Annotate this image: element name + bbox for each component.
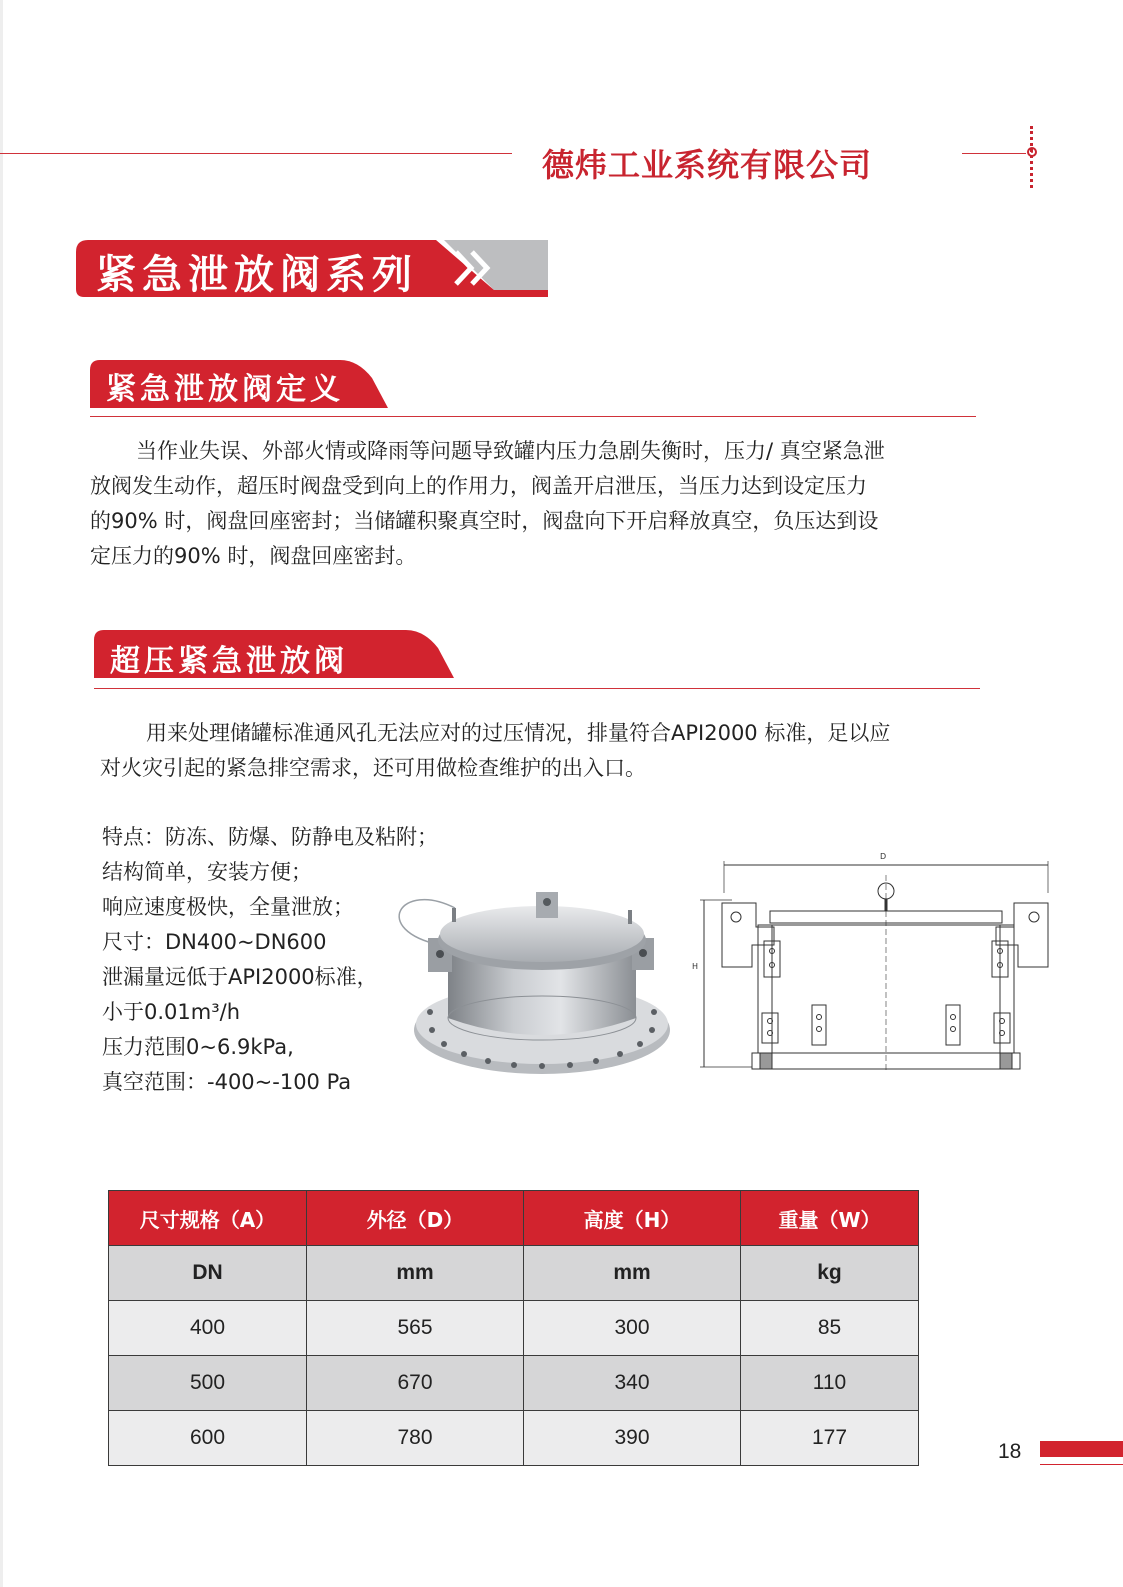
page-edge	[0, 0, 3, 1587]
table-cell: 670	[307, 1356, 524, 1411]
table-cell: 500	[109, 1356, 307, 1411]
table-units-row	[109, 1246, 919, 1301]
section2-line: 对火灾引起的紧急排空需求，还可用做检查维护的出入口。	[100, 756, 646, 780]
feature-item: 真空范围：-400~-100 Pa	[102, 1070, 352, 1094]
section2-body	[100, 716, 980, 786]
feature-item: 压力范围0~6.9kPa,	[102, 1035, 294, 1059]
header-size: 尺寸规格（A）	[109, 1191, 307, 1246]
table-cell: 780	[307, 1411, 524, 1466]
table-cell: 177	[741, 1411, 919, 1466]
section2-line: 用来处理储罐标准通风孔无法应对的过压情况，排量符合API2000 标准，足以应	[146, 721, 891, 745]
section2-title: 超压紧急泄放阀	[110, 644, 348, 679]
valve-product-photo	[380, 890, 670, 1085]
header-weight: 重量（W）	[741, 1191, 919, 1246]
table-cell: kg	[741, 1246, 919, 1301]
section1-line: 放阀发生动作，超压时阀盘受到向上的作用力，阀盖开启泄压，当压力达到设定压力	[90, 474, 867, 498]
table-cell: 85	[741, 1301, 919, 1356]
dimension-h-label: H	[692, 962, 699, 971]
table-row	[109, 1411, 919, 1466]
header-rule-right	[962, 153, 1026, 154]
section1-title: 紧急泄放阀定义	[106, 372, 344, 407]
table-row	[109, 1301, 919, 1356]
header-outer-diameter: 外径（D）	[307, 1191, 524, 1246]
table-cell: 300	[524, 1301, 741, 1356]
section2-rule	[94, 688, 980, 689]
table-cell: 390	[524, 1411, 741, 1466]
table-cell: 600	[109, 1411, 307, 1466]
table-cell: 110	[741, 1356, 919, 1411]
section1-line: 的90% 时，阀盘回座密封；当储罐积聚真空时，阀盘向下开启释放真空，负压达到设	[90, 509, 879, 533]
section1-rule	[90, 416, 976, 417]
dimension-d-label: D	[880, 852, 887, 861]
table-row	[109, 1356, 919, 1411]
series-title: 紧急泄放阀系列	[96, 252, 418, 298]
table-cell: 400	[109, 1301, 307, 1356]
page-accent-bar	[1040, 1441, 1123, 1457]
table-cell: mm	[524, 1246, 741, 1301]
feature-item: 结构简单，安装方便；	[102, 860, 312, 884]
header-rule-left	[0, 153, 512, 154]
table-header-row	[109, 1191, 919, 1246]
feature-item: 小于0.01m³/h	[102, 1000, 241, 1024]
valve-technical-drawing	[692, 845, 1054, 1075]
table-cell: DN	[109, 1246, 307, 1301]
feature-item: 泄漏量远低于API2000标准，	[102, 965, 378, 989]
table-cell: 565	[307, 1301, 524, 1356]
company-name: 德炜工业系统有限公司	[542, 146, 873, 184]
section1-line: 当作业失误、外部火情或降雨等问题导致罐内压力急剧失衡时，压力/ 真空紧急泄	[136, 439, 885, 463]
table-cell: 340	[524, 1356, 741, 1411]
target-icon	[1027, 147, 1037, 157]
page-number: 18	[998, 1440, 1022, 1463]
feature-item: 特点：防冻、防爆、防静电及粘附；	[102, 825, 438, 849]
page-accent-line	[1040, 1464, 1123, 1465]
table-cell: mm	[307, 1246, 524, 1301]
section1-body	[90, 434, 980, 574]
spec-table	[108, 1190, 919, 1466]
feature-item: 响应速度极快，全量泄放；	[102, 895, 354, 919]
feature-item: 尺寸：DN400~DN600	[102, 930, 327, 954]
section1-line: 定压力的90% 时，阀盘回座密封。	[90, 544, 417, 568]
header-height: 高度（H）	[524, 1191, 741, 1246]
header-dotted-marker	[1030, 126, 1033, 188]
